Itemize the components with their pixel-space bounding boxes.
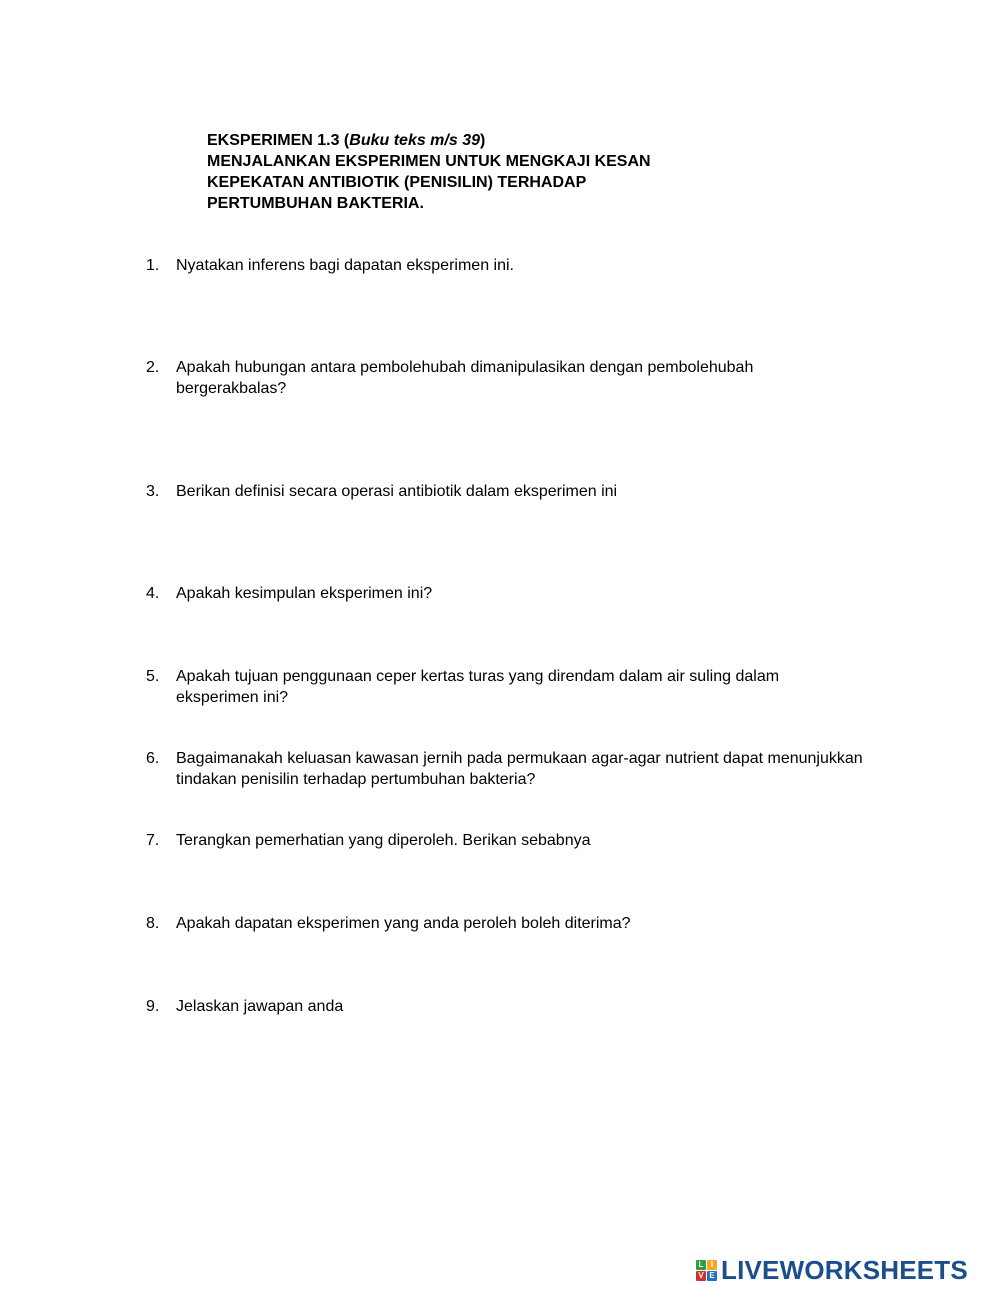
logo-letter-i: I	[707, 1260, 717, 1270]
worksheet-header	[207, 130, 651, 214]
question-number: 3.	[146, 483, 160, 500]
question-text: Jelaskan jawapan anda	[176, 998, 344, 1015]
question-text: Berikan definisi secara operasi antibiotik dalam eksperimen ini	[176, 483, 618, 500]
header-line-3: KEPEKATAN ANTIBIOTIK (PENISILIN) TERHADAP	[207, 174, 587, 191]
question-number: 4.	[146, 585, 160, 602]
question-8	[146, 913, 866, 934]
question-text: Apakah kesimpulan eksperimen ini?	[176, 585, 433, 602]
question-text: Apakah dapatan eksperimen yang anda peroleh boleh diterima?	[176, 915, 631, 932]
liveworksheets-logo	[696, 1255, 968, 1285]
question-number: 6.	[146, 750, 160, 767]
logo-letter-e: E	[707, 1271, 717, 1281]
question-text: Apakah hubungan antara pembolehubah dimanipulasikan dengan pembolehubah bergerakbalas?	[176, 359, 754, 397]
question-number: 8.	[146, 915, 160, 932]
question-number: 1.	[146, 257, 160, 274]
question-text: Apakah tujuan penggunaan ceper kertas turas yang direndam dalam air suling dalam eksperimen ini?	[176, 668, 780, 706]
question-number: 9.	[146, 998, 160, 1015]
liveworksheets-logo-icon	[696, 1260, 717, 1281]
question-5	[146, 666, 866, 708]
question-6	[146, 748, 866, 790]
header-line-4: PERTUMBUHAN BAKTERIA.	[207, 195, 424, 212]
question-7	[146, 830, 866, 851]
question-3	[146, 481, 866, 502]
question-4	[146, 583, 866, 604]
question-text: Terangkan pemerhatian yang diperoleh. Berikan sebabnya	[176, 832, 591, 849]
textbook-reference: Buku teks m/s 39	[349, 132, 480, 149]
question-number: 7.	[146, 832, 160, 849]
question-1	[146, 255, 866, 276]
question-2	[146, 357, 866, 399]
question-text: Bagaimanakah keluasan kawasan jernih pada permukaan agar-agar nutrient dapat menunjukkan tindakan penisilin terhadap pertumbuhan bakteria?	[176, 750, 863, 788]
question-number: 5.	[146, 668, 160, 685]
question-9	[146, 996, 866, 1017]
question-text: Nyatakan inferens bagi dapatan eksperimen ini.	[176, 257, 514, 274]
header-line-2: MENJALANKAN EKSPERIMEN UNTUK MENGKAJI KESAN	[207, 153, 651, 170]
logo-letter-v: V	[696, 1271, 706, 1281]
logo-letter-l: L	[696, 1260, 706, 1270]
question-number: 2.	[146, 359, 160, 376]
header-line-1: EKSPERIMEN 1.3 (Buku teks m/s 39)	[207, 132, 486, 149]
liveworksheets-logo-text: LIVEWORKSHEETS	[721, 1254, 968, 1285]
